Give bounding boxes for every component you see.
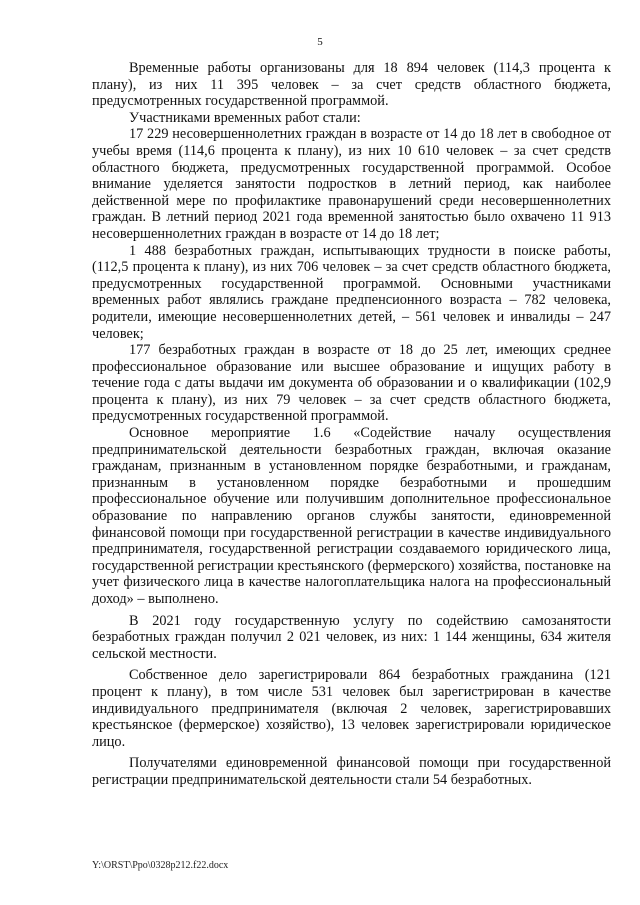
paragraph-participants-heading: Участниками временных работ стали: <box>129 109 361 126</box>
paragraph-young-graduates: 177 безработных граждан в возрасте от 18 до 25 лет, имеющих среднее профессиональное образование или высшее образование и ищущих работу в течение года с даты выдачи им документа об образовании и о квалификации (102,9 процента к плану), из них 79 человек – за счет средств областного бюджета, предусмотренных государственной программой. <box>92 342 611 425</box>
paragraph-self-employment: В 2021 году государственную услугу по содействию самозанятости безработных граждан получил 2 021 человек, из них: 1 144 женщины, 634 жителя сельской местности. <box>92 612 611 662</box>
paragraph-minors: 17 229 несовершеннолетних граждан в возрасте от 14 до 18 лет в свободное от учебы время (114,6 процента к плану), из них 10 610 человек – за счет средств областного бюджета, предусмотренных государственной программой. Особое внимание уделяется занятости подростков в летний период, как наиболее действенной мере по профилактике правонарушений среди несовершеннолетних граждан. В летний период 2021 года временной занятостью было охвачено 11 913 несовершеннолетних граждан в возрасте от 14 до 18 лет; <box>92 126 611 242</box>
paragraph-unemployed-difficulty: 1 488 безработных граждан, испытывающих трудности в поиске работы, (112,5 процента к плану), из них 706 человек – за счет средств областного бюджета, предусмотренных государственной программой. Основными участниками временных работ являлись граждане предпенсионного возраста – 782 человека, родители, имеющие несовершеннолетних детей, – 561 человек и инвалиды – 247 человек; <box>92 242 611 342</box>
document-body <box>92 60 611 789</box>
paragraph-own-business: Собственное дело зарегистрировали 864 безработных гражданина (121 процент к плану), в том числе 531 человек был зарегистрирован в качестве индивидуального предпринимателя (включая 2 человек, зарегистрировавших крестьянское (фермерское) хозяйство), 13 человек зарегистрировали юридическое лицо. <box>92 667 611 750</box>
paragraph-financial-aid: Получателями единовременной финансовой помощи при государственной регистрации предпринимательской деятельности стали 54 безработных. <box>92 755 611 788</box>
page-number: 5 <box>317 36 323 48</box>
paragraph-measure-1-6: Основное мероприятие 1.6 «Содействие началу осуществления предпринимательской деятельности безработных граждан, включая оказание гражданам, признанным в установленном порядке безработными, и гражданам, признанным в установленном порядке безработными и прошедшим профессиональное обучение или получившим дополнительное профессиональное образование по направлению органов службы занятости, единовременной финансовой помощи при государственной регистрации в качестве индивидуального предпринимателя, государственной регистрации создаваемого юридического лица, государственной регистрации крестьянского (фермерского) хозяйства, постановке на учет физического лица в качестве налогоплательщика налога на профессиональный доход» – выполнено. <box>92 425 611 607</box>
footer-file-path: Y:\ORST\Ppo\0328p212.f22.docx <box>92 860 229 871</box>
paragraph-temporary-work: Временные работы организованы для 18 894 человек (114,3 процента к плану), из них 11 395 человек – за счет средств областного бюджета, предусмотренных государственной программой. <box>92 60 611 110</box>
